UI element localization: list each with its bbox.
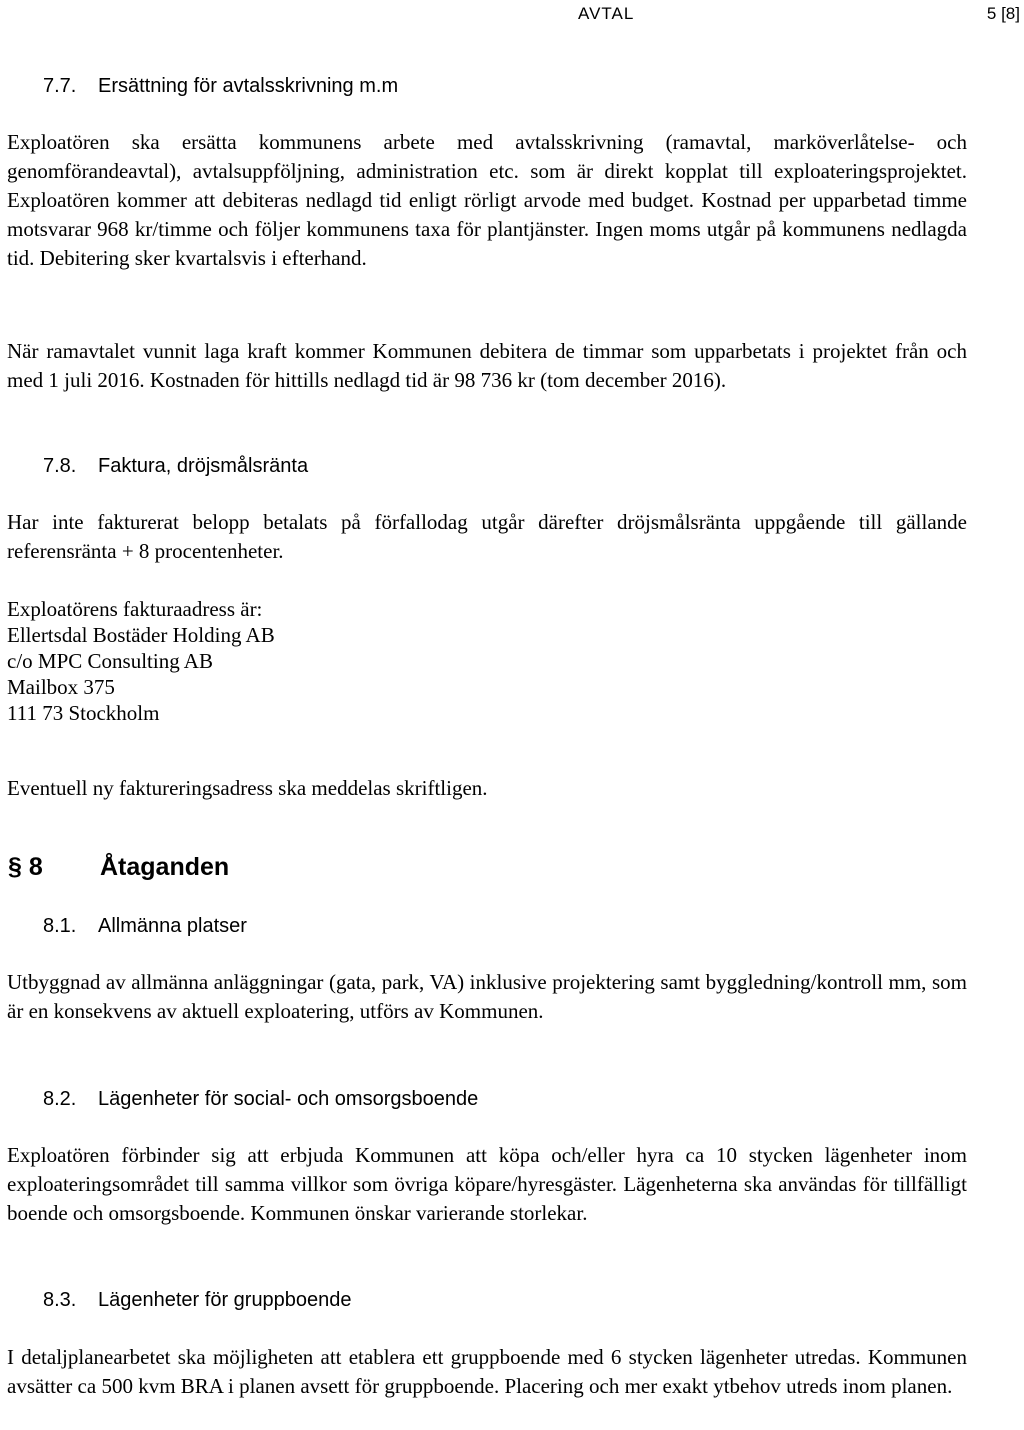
heading-7-7 xyxy=(43,75,398,98)
paragraph-8-2: Exploatören förbinder sig att erbjuda Kommunen att köpa och/eller hyra ca 10 stycken lägenheter inom exploateringsområdet till samma villkor som övriga köpare/hyresgäster. Lägenheterna ska användas för tillfälligt boende och omsorgsboende. Kommunen önskar varierande storlekar. xyxy=(7,1143,967,1225)
paragraph-8-1: Utbyggnad av allmänna anläggningar (gata, park, VA) inklusive projektering samt byggledning/kontroll mm, som är en konsekvens av aktuell exploatering, utförs av Kommunen. xyxy=(7,970,967,1023)
heading-8-3 xyxy=(43,1289,352,1312)
invoice-address-line: 111 73 Stockholm xyxy=(7,701,160,725)
heading-number: 7.7. xyxy=(43,75,77,97)
invoice-address-line: Ellertsdal Bostäder Holding AB xyxy=(7,623,275,647)
paragraph-7-8-2: Eventuell ny faktureringsadress ska meddelas skriftligen. xyxy=(7,776,488,800)
heading-number: 7.8. xyxy=(43,455,77,477)
heading-title: Lägenheter för gruppboende xyxy=(98,1289,352,1311)
heading-number: 8.2. xyxy=(43,1088,77,1110)
heading-title: Ersättning för avtalsskrivning m.m xyxy=(98,75,399,97)
heading-8-2 xyxy=(43,1088,478,1111)
paragraph-7-7-2: När ramavtalet vunnit laga kraft kommer Kommunen debitera de timmar som upparbetats i projektet från och med 1 juli 2016. Kostnaden för hittills nedlagd tid är 98 736 kr (tom december 2016). xyxy=(7,339,967,392)
section-title: Åtaganden xyxy=(100,853,230,881)
invoice-address-label: Exploatörens fakturaadress är: xyxy=(7,597,263,621)
heading-8-1 xyxy=(43,915,247,938)
invoice-address-block xyxy=(7,596,507,726)
heading-title: Faktura, dröjsmålsränta xyxy=(98,455,309,477)
invoice-address-line: c/o MPC Consulting AB xyxy=(7,649,213,673)
document-header-title: AVTAL xyxy=(578,4,635,23)
paragraph-7-8-1: Har inte fakturerat belopp betalats på förfallodag utgår därefter dröjsmålsränta uppgående till gällande referensränta + 8 procentenheter. xyxy=(7,510,967,563)
paragraph-8-3: I detaljplanearbetet ska möjligheten att etablera ett gruppboende med 6 stycken lägenheter utredas. Kommunen avsätter ca 500 kvm BRA i planen avsett för gruppboende. Placering och mer exakt ytbehov utreds inom planen. xyxy=(7,1345,967,1398)
invoice-address-line: Mailbox 375 xyxy=(7,675,115,699)
paragraph-7-7-1: Exploatören ska ersätta kommunens arbete med avtalsskrivning (ramavtal, marköverlåtelse- och genomförandeavtal), avtalsuppföljning, administration etc. som är direkt kopplat till exploateringsprojektet. Exploatören kommer att debiteras nedlagd tid enligt rörligt arvode med budget. Kostnad per upparbetad timme motsvarar 968 kr/timme och följer kommunens taxa för plantjänster. Ingen moms utgår på kommunens nedlagda tid. Debitering sker kvartalsvis i efterhand. xyxy=(7,130,967,270)
heading-number: 8.3. xyxy=(43,1289,77,1311)
heading-title: Allmänna platser xyxy=(98,915,247,937)
section-8-heading xyxy=(8,853,229,882)
heading-number: 8.1. xyxy=(43,915,77,937)
page-number: 5 [8] xyxy=(986,4,1020,23)
heading-title: Lägenheter för social- och omsorgsboende xyxy=(98,1088,479,1110)
section-number: § 8 xyxy=(8,853,43,881)
heading-7-8 xyxy=(43,455,308,478)
